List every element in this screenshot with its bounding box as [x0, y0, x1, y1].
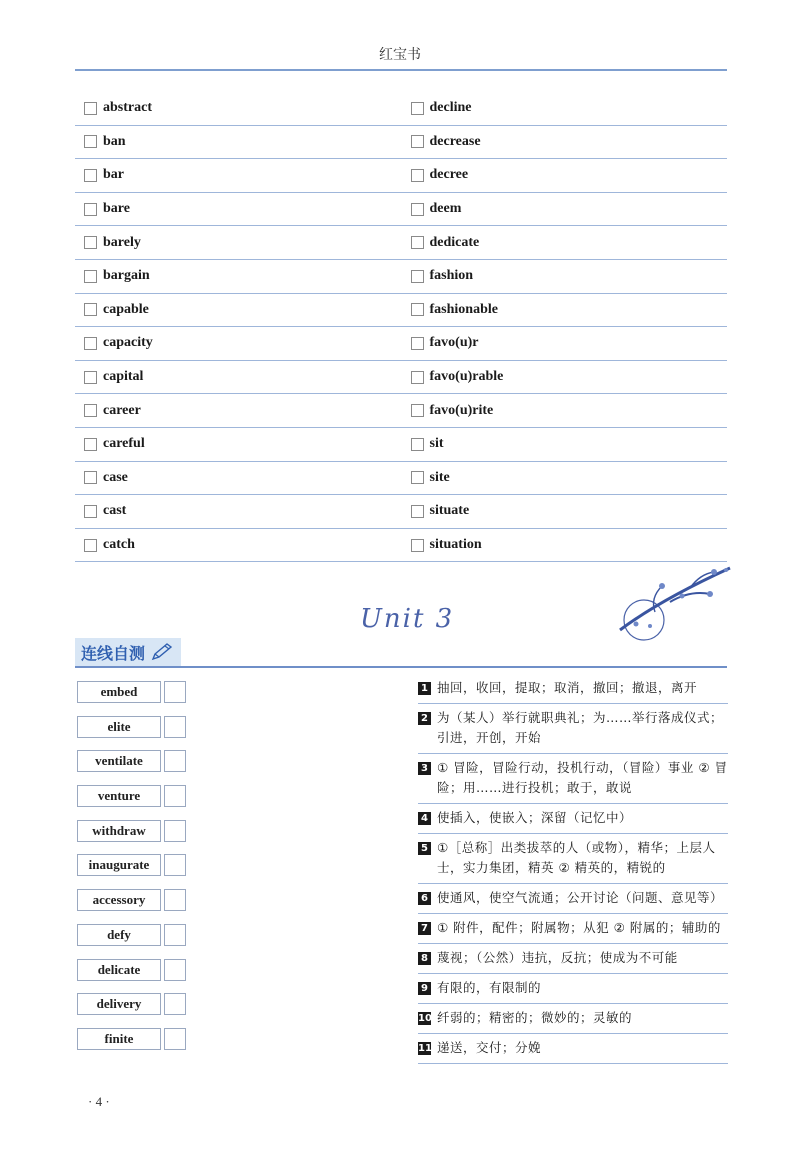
vocab-word: decline: [429, 100, 472, 116]
vocab-row: [75, 394, 727, 428]
vocab-checkbox[interactable]: [84, 371, 97, 384]
match-word-item: [77, 924, 189, 948]
vocab-item: [401, 201, 728, 217]
definition-text: ① 附件，配件；附属物；从犯 ② 附属的；辅助的: [437, 920, 721, 935]
vocab-word: cast: [103, 503, 127, 519]
match-word-item: [77, 785, 189, 809]
definition-number: 10: [418, 1013, 432, 1024]
match-word-item: [77, 1028, 189, 1052]
vocab-row: [75, 462, 727, 496]
vocab-row: [75, 126, 727, 160]
vocab-checkbox[interactable]: [411, 236, 424, 249]
vocab-word: favo(u)r: [429, 335, 479, 351]
vocab-word: capital: [103, 369, 144, 385]
definition-number: 3: [418, 762, 431, 775]
vocab-word: bar: [103, 167, 124, 183]
vocab-item: [401, 436, 728, 452]
vocab-checkbox[interactable]: [84, 303, 97, 316]
vocab-checkbox[interactable]: [411, 539, 424, 552]
vocab-checkbox[interactable]: [411, 371, 424, 384]
match-word: elite: [77, 716, 161, 738]
vocab-word: decree: [429, 167, 469, 183]
definition-text: 使插入，使嵌入；深留（记忆中）: [437, 810, 633, 825]
match-word: withdraw: [77, 820, 161, 842]
definition-number: 11: [418, 1043, 432, 1054]
vocab-row: [75, 529, 727, 563]
match-word-item: [77, 889, 189, 913]
vocab-word: favo(u)rable: [429, 369, 504, 385]
vocab-item: [401, 268, 728, 284]
vocab-row: [75, 495, 727, 529]
vocab-word: fashionable: [429, 301, 498, 317]
answer-slot[interactable]: [164, 959, 186, 981]
answer-slot[interactable]: [164, 993, 186, 1015]
definition-item: [418, 674, 728, 704]
vocab-item: [75, 134, 401, 150]
vocab-checkbox[interactable]: [84, 169, 97, 182]
match-word: finite: [77, 1028, 161, 1050]
vocab-item: [75, 470, 401, 486]
plum-branch-illustration: [610, 560, 734, 646]
definition-number: 5: [418, 842, 431, 855]
vocab-word: bare: [103, 201, 130, 217]
vocab-checkbox[interactable]: [411, 102, 424, 115]
vocab-word: situation: [429, 537, 482, 553]
vocab-row: [75, 294, 727, 328]
vocab-word: abstract: [103, 100, 152, 116]
self-test-label: [75, 638, 181, 666]
definition-text: 纤弱的；精密的；微妙的；灵敏的: [437, 1010, 633, 1025]
answer-slot[interactable]: [164, 750, 186, 772]
answer-slot[interactable]: [164, 716, 186, 738]
answer-slot[interactable]: [164, 1028, 186, 1050]
self-test-divider: [75, 666, 727, 668]
vocab-item: [401, 470, 728, 486]
answer-slot[interactable]: [164, 785, 186, 807]
vocab-word: favo(u)rite: [429, 402, 494, 418]
vocab-checkbox[interactable]: [84, 203, 97, 216]
vocab-item: [401, 369, 728, 385]
vocab-item: [75, 335, 401, 351]
match-word-list: [77, 681, 189, 1063]
vocab-word: fashion: [429, 268, 474, 284]
vocab-word: sit: [429, 436, 444, 452]
vocabulary-checklist: [75, 92, 727, 562]
vocab-row: [75, 159, 727, 193]
match-word: embed: [77, 681, 161, 703]
vocab-word: case: [103, 469, 128, 485]
vocab-word: ban: [103, 133, 126, 149]
vocab-checkbox[interactable]: [411, 135, 424, 148]
definition-item: [418, 1004, 728, 1034]
definition-text: 有限的，有限制的: [437, 980, 542, 995]
vocab-item: [75, 268, 401, 284]
vocab-row: [75, 327, 727, 361]
vocab-checkbox[interactable]: [84, 337, 97, 350]
answer-slot[interactable]: [164, 820, 186, 842]
match-definition-list: [418, 674, 728, 1064]
vocab-checkbox[interactable]: [84, 539, 97, 552]
vocab-item: [75, 436, 401, 452]
definition-text: 递送，交付；分娩: [437, 1040, 542, 1055]
match-word: defy: [77, 924, 161, 946]
vocab-checkbox[interactable]: [84, 505, 97, 518]
vocab-word: situate: [429, 503, 470, 519]
vocab-checkbox[interactable]: [84, 471, 97, 484]
vocab-item: [75, 537, 401, 553]
page-header-title: 红宝书: [379, 47, 421, 63]
vocab-word: site: [429, 469, 450, 485]
vocab-row: [75, 92, 727, 126]
vocab-checkbox[interactable]: [84, 135, 97, 148]
vocab-item: [75, 302, 401, 318]
definition-text: ①［总称］出类拔萃的人（或物），精华；上层人士，实力集团，精英 ② 精英的，精锐的: [437, 840, 716, 875]
vocab-checkbox[interactable]: [411, 505, 424, 518]
page-number: · 4 ·: [88, 1094, 110, 1109]
match-word-item: [77, 750, 189, 774]
definition-number: 4: [418, 812, 431, 825]
vocab-word: decrease: [429, 133, 481, 149]
answer-slot[interactable]: [164, 681, 186, 703]
definition-item: [418, 884, 728, 914]
definition-number: 6: [418, 892, 431, 905]
vocab-checkbox[interactable]: [84, 438, 97, 451]
answer-slot[interactable]: [164, 854, 186, 876]
match-word-item: [77, 854, 189, 878]
vocab-item: [75, 167, 401, 183]
vocab-item: [75, 201, 401, 217]
unit-title: Unit 3: [360, 604, 455, 634]
vocab-checkbox[interactable]: [411, 270, 424, 283]
vocab-checkbox[interactable]: [411, 337, 424, 350]
vocab-checkbox[interactable]: [84, 236, 97, 249]
header-divider: [75, 69, 727, 71]
vocab-item: [401, 537, 728, 553]
match-word-item: [77, 820, 189, 844]
vocab-word: deem: [429, 201, 462, 217]
vocab-checkbox[interactable]: [411, 438, 424, 451]
vocab-item: [401, 100, 728, 116]
vocab-word: barely: [103, 234, 141, 250]
definition-text: 使通风，使空气流通；公开讨论（问题、意见等）: [437, 890, 724, 905]
vocab-row: [75, 193, 727, 227]
match-word: ventilate: [77, 750, 161, 772]
definition-item: [418, 1034, 728, 1064]
vocab-word: careful: [103, 436, 145, 452]
definition-number: 1: [418, 682, 431, 695]
vocab-checkbox[interactable]: [84, 270, 97, 283]
vocab-word: capacity: [103, 335, 153, 351]
vocab-word: career: [103, 402, 141, 418]
definition-item: [418, 704, 728, 754]
match-word-item: [77, 681, 189, 705]
match-word: inaugurate: [77, 854, 161, 876]
vocab-word: dedicate: [429, 234, 480, 250]
vocab-row: [75, 260, 727, 294]
vocab-row: [75, 361, 727, 395]
vocab-checkbox[interactable]: [84, 404, 97, 417]
definition-number: 8: [418, 952, 431, 965]
vocab-word: capable: [103, 301, 149, 317]
vocab-item: [75, 403, 401, 419]
vocab-item: [401, 235, 728, 251]
vocab-item: [75, 235, 401, 251]
vocab-checkbox[interactable]: [411, 404, 424, 417]
match-word: delicate: [77, 959, 161, 981]
vocab-item: [401, 134, 728, 150]
vocab-row: [75, 226, 727, 260]
match-word-item: [77, 716, 189, 740]
match-word: delivery: [77, 993, 161, 1015]
definition-text: 蔑视；（公然）违抗，反抗；使成为不可能: [437, 950, 678, 965]
vocab-row: [75, 428, 727, 462]
vocab-item: [401, 302, 728, 318]
answer-slot[interactable]: [164, 889, 186, 911]
vocab-checkbox[interactable]: [411, 471, 424, 484]
definition-text: 为（某人）举行就职典礼；为……举行落成仪式；引进，开创，开始: [437, 710, 724, 745]
definition-number: 2: [418, 712, 431, 725]
definition-number: 9: [418, 982, 431, 995]
match-word: accessory: [77, 889, 161, 911]
vocab-checkbox[interactable]: [84, 102, 97, 115]
vocab-item: [401, 503, 728, 519]
vocab-item: [401, 167, 728, 183]
vocab-item: [401, 403, 728, 419]
definition-text: 抽回，收回，提取；取消，撤回；撤退，离开: [437, 680, 698, 695]
vocab-checkbox[interactable]: [411, 203, 424, 216]
match-word-item: [77, 993, 189, 1017]
self-test-label-text: 连线自测: [81, 643, 146, 663]
match-word-item: [77, 959, 189, 983]
vocab-item: [401, 335, 728, 351]
definition-item: [418, 914, 728, 944]
vocab-word: catch: [103, 537, 135, 553]
definition-number: 7: [418, 922, 431, 935]
vocab-checkbox[interactable]: [411, 303, 424, 316]
definition-item: [418, 944, 728, 974]
definition-text: ① 冒险，冒险行动，投机行动，（冒险）事业 ② 冒险；用……进行投机；敢于，敢说: [437, 760, 728, 795]
definition-item: [418, 754, 728, 804]
vocab-item: [75, 100, 401, 116]
definition-item: [418, 974, 728, 1004]
pencil-icon: [151, 643, 173, 661]
answer-slot[interactable]: [164, 924, 186, 946]
vocab-word: bargain: [103, 268, 150, 284]
definition-item: [418, 804, 728, 834]
definition-item: [418, 834, 728, 884]
vocab-item: [75, 503, 401, 519]
vocab-item: [75, 369, 401, 385]
vocab-checkbox[interactable]: [411, 169, 424, 182]
match-word: venture: [77, 785, 161, 807]
